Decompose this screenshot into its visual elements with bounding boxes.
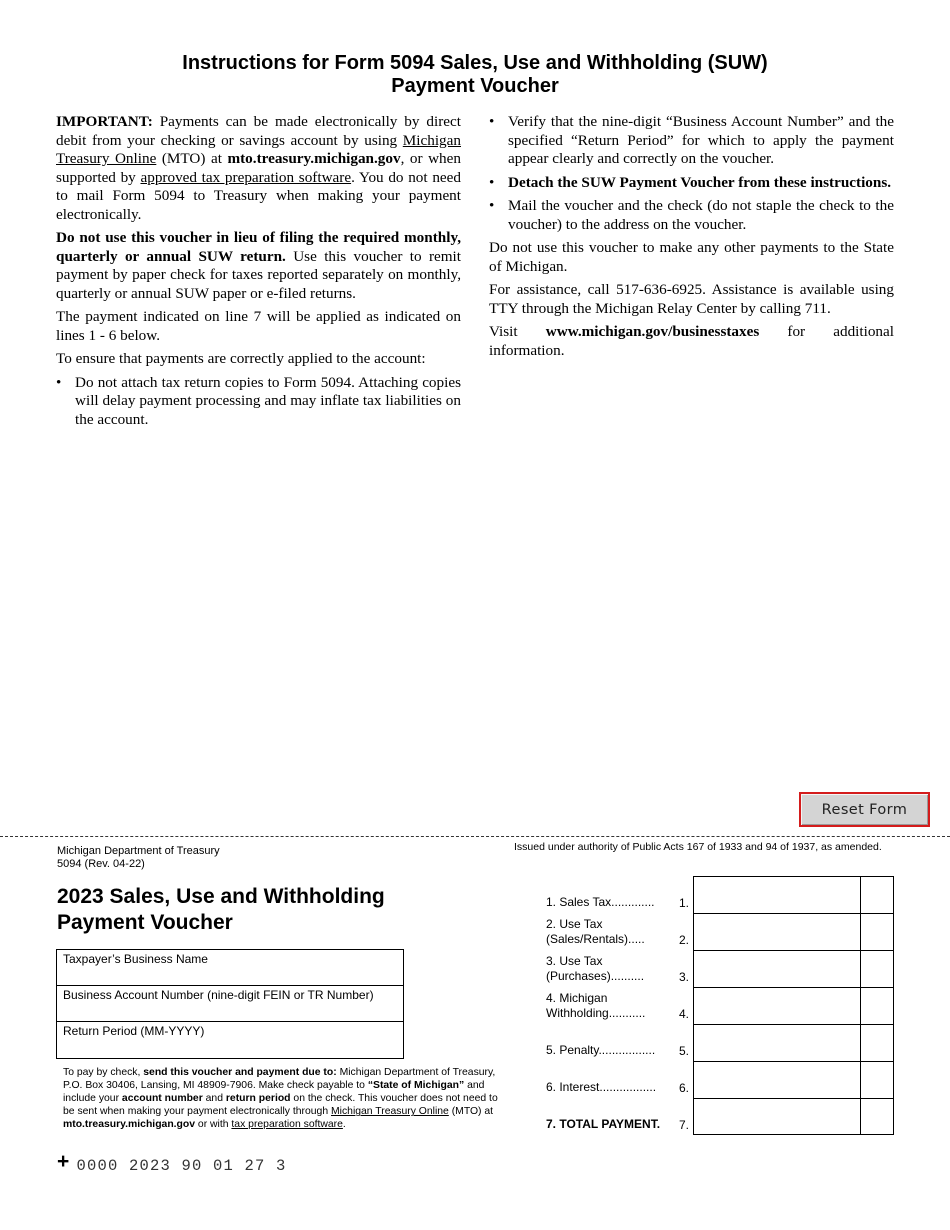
business-name-label: Taxpayer’s Business Name <box>63 952 208 966</box>
note-text: and <box>202 1093 226 1105</box>
withholding-cents-field[interactable] <box>860 987 894 1024</box>
important-text: Payments can be made electronically by direct debit from your checking or savings account by using <box>56 113 461 149</box>
line-label: 4. Michigan Withholding........... <box>546 991 646 1020</box>
bullet-item <box>489 197 894 234</box>
use-tax-purchases-amount-field[interactable] <box>693 950 861 987</box>
other-payments-paragraph: Do not use this voucher to make any other payments to the State of Michigan. <box>489 239 894 275</box>
bullet-text: Do not attach tax return copies to Form 5094. Attaching copies will delay payment processing and may inflate tax liabilities on the account. <box>75 373 461 428</box>
line7-paragraph: The payment indicated on line 7 will be applied as indicated on lines 1 - 6 below. <box>56 308 461 344</box>
line-number: 1. <box>679 896 690 910</box>
withholding-amount-field[interactable] <box>693 987 861 1024</box>
penalty-cents-field[interactable] <box>860 1024 894 1061</box>
instructions-bullets-continued <box>489 113 894 234</box>
note-text: . <box>342 1119 346 1131</box>
bullet-text: Detach the SUW Payment Voucher from these instructions. <box>508 173 892 191</box>
mto-url: mto.treasury.michigan.gov <box>227 150 401 167</box>
bullet-item <box>489 113 894 169</box>
sales-tax-cents-field[interactable] <box>860 876 894 913</box>
department-header <box>57 845 220 871</box>
important-text: . You do not need to mail Form 5094 to Treasury when making your payment electronically. <box>56 168 461 223</box>
important-paragraph <box>56 113 461 224</box>
ensure-paragraph: To ensure that payments are correctly applied to the account: <box>56 350 426 367</box>
voucher-title-line2: Payment Voucher <box>57 911 233 934</box>
instructions-title-line1: Instructions for Form 5094 Sales, Use and Withholding (SUW) <box>182 52 768 74</box>
total-payment-cents-field[interactable] <box>860 1098 894 1135</box>
bullet-item <box>56 374 461 430</box>
line-row-use-tax-sales <box>546 913 894 950</box>
line-label: 3. Use Tax (Purchases).......... <box>546 954 645 983</box>
important-text: (MTO) at <box>156 150 228 167</box>
return-period-label: Return Period (MM-YYYY) <box>63 1024 205 1038</box>
note-text: and include your <box>63 1080 485 1105</box>
line-number: 3. <box>679 970 690 984</box>
payment-instructions-note <box>63 1066 503 1131</box>
software-link[interactable]: tax preparation software <box>231 1119 343 1131</box>
line-label: 2. Use Tax (Sales/Rentals)..... <box>546 917 645 946</box>
return-period-field[interactable] <box>57 1022 403 1058</box>
line-row-total-payment <box>546 1098 894 1135</box>
mto-link[interactable]: Michigan Treasury Online <box>56 131 461 167</box>
line-row-interest <box>546 1061 894 1098</box>
business-taxes-url: www.michigan.gov/businesstaxes <box>545 323 760 340</box>
plus-icon: + <box>57 1150 71 1173</box>
software-link[interactable]: approved tax preparation software <box>140 168 352 186</box>
line-number: 4. <box>679 1007 690 1021</box>
note-text: Michigan Department of Treasury, P.O. Box 30406, Lansing, MI 48909-7906. Make check payable to <box>63 1067 496 1092</box>
instructions-title-line2: Payment Voucher <box>391 75 559 97</box>
line-label: 7. TOTAL PAYMENT. <box>546 1117 661 1131</box>
line-row-penalty <box>546 1024 894 1061</box>
scan-line <box>57 1152 287 1176</box>
note-bold: “State of Michigan” <box>367 1080 465 1092</box>
bullet-text: Mail the voucher and the check (do not staple the check to the voucher) to the address on the voucher. <box>508 197 894 233</box>
bullet-icon: • <box>489 197 495 214</box>
line-number: 7. <box>679 1118 690 1132</box>
note-bold: account number <box>121 1093 203 1105</box>
line-number: 5. <box>679 1044 690 1058</box>
important-label: IMPORTANT: <box>56 113 153 130</box>
bullet-icon: • <box>489 113 495 130</box>
note-text: To pay by check, <box>63 1067 144 1078</box>
warning-text: Use this voucher to remit payment by paper check for taxes reported separately on monthly, quarterly or annual SUW paper or e-filed returns. <box>56 247 461 302</box>
instructions-left-column <box>56 113 461 434</box>
line-row-withholding <box>546 987 894 1024</box>
business-name-field[interactable] <box>57 950 403 986</box>
instructions-right-column <box>489 113 894 365</box>
assistance-paragraph: For assistance, call 517-636-6925. Assistance is available using TTY through the Michigan Relay Center by calling 711. <box>489 281 894 317</box>
note-bold: return period <box>225 1093 291 1105</box>
note-text: or with <box>195 1119 232 1131</box>
mto-link[interactable]: Michigan Treasury Online <box>331 1106 449 1118</box>
line-label: 1. Sales Tax............. <box>546 895 655 909</box>
department-name: Michigan Department of Treasury <box>57 845 220 857</box>
line-row-sales-tax <box>546 876 894 913</box>
line-number: 6. <box>679 1081 690 1095</box>
line-label: 5. Penalty................. <box>546 1043 656 1057</box>
visit-text: Visit <box>489 323 546 340</box>
visit-paragraph <box>489 323 894 360</box>
account-number-field[interactable] <box>57 986 403 1022</box>
use-tax-purchases-cents-field[interactable] <box>860 950 894 987</box>
bullet-icon: • <box>56 373 62 391</box>
reset-form-button[interactable]: Reset Form <box>799 792 930 827</box>
bullet-icon: • <box>489 173 495 191</box>
line-number: 2. <box>679 933 690 947</box>
scan-line-code: 0000 2023 90 01 27 3 <box>76 1157 287 1175</box>
total-payment-amount-field[interactable] <box>693 1098 861 1135</box>
bullet-item <box>489 174 894 193</box>
line-row-use-tax-purchases <box>546 950 894 987</box>
important-text: , or when supported by <box>56 150 461 186</box>
form-revision: 5094 (Rev. 04-22) <box>57 858 145 870</box>
taxpayer-info-box <box>56 949 404 1059</box>
instructions-title <box>0 52 950 98</box>
detach-cut-line <box>0 836 950 837</box>
interest-amount-field[interactable] <box>693 1061 861 1098</box>
line-label: 6. Interest................. <box>546 1080 657 1094</box>
visit-text: for additional information. <box>489 323 894 359</box>
use-tax-sales-amount-field[interactable] <box>693 913 861 950</box>
warning-paragraph <box>56 229 461 303</box>
penalty-amount-field[interactable] <box>693 1024 861 1061</box>
note-bold: send this voucher and payment due to: <box>143 1067 337 1078</box>
warning-bold: Do not use this voucher in lieu of filing the required monthly, quarterly or annual SUW return. <box>56 229 461 265</box>
account-number-label: Business Account Number (nine-digit FEIN or TR Number) <box>63 988 374 1002</box>
sales-tax-amount-field[interactable] <box>693 876 861 913</box>
bullet-text: Verify that the nine-digit “Business Account Number” and the specified “Return Period” for which to apply the payment appear clearly and correctly on the voucher. <box>508 113 894 167</box>
interest-cents-field[interactable] <box>860 1061 894 1098</box>
voucher-title-line1: 2023 Sales, Use and Withholding <box>57 885 385 908</box>
instructions-bullets <box>56 374 461 430</box>
note-text: on the check. This voucher does not need to be sent when making your payment electronically through <box>63 1093 498 1118</box>
authority-statement: Issued under authority of Public Acts 167 of 1933 and 94 of 1937, as amended. <box>514 841 882 853</box>
note-bold: mto.treasury.michigan.gov <box>63 1119 196 1131</box>
voucher-title <box>57 884 385 936</box>
note-text: (MTO) at <box>448 1106 494 1118</box>
use-tax-sales-cents-field[interactable] <box>860 913 894 950</box>
